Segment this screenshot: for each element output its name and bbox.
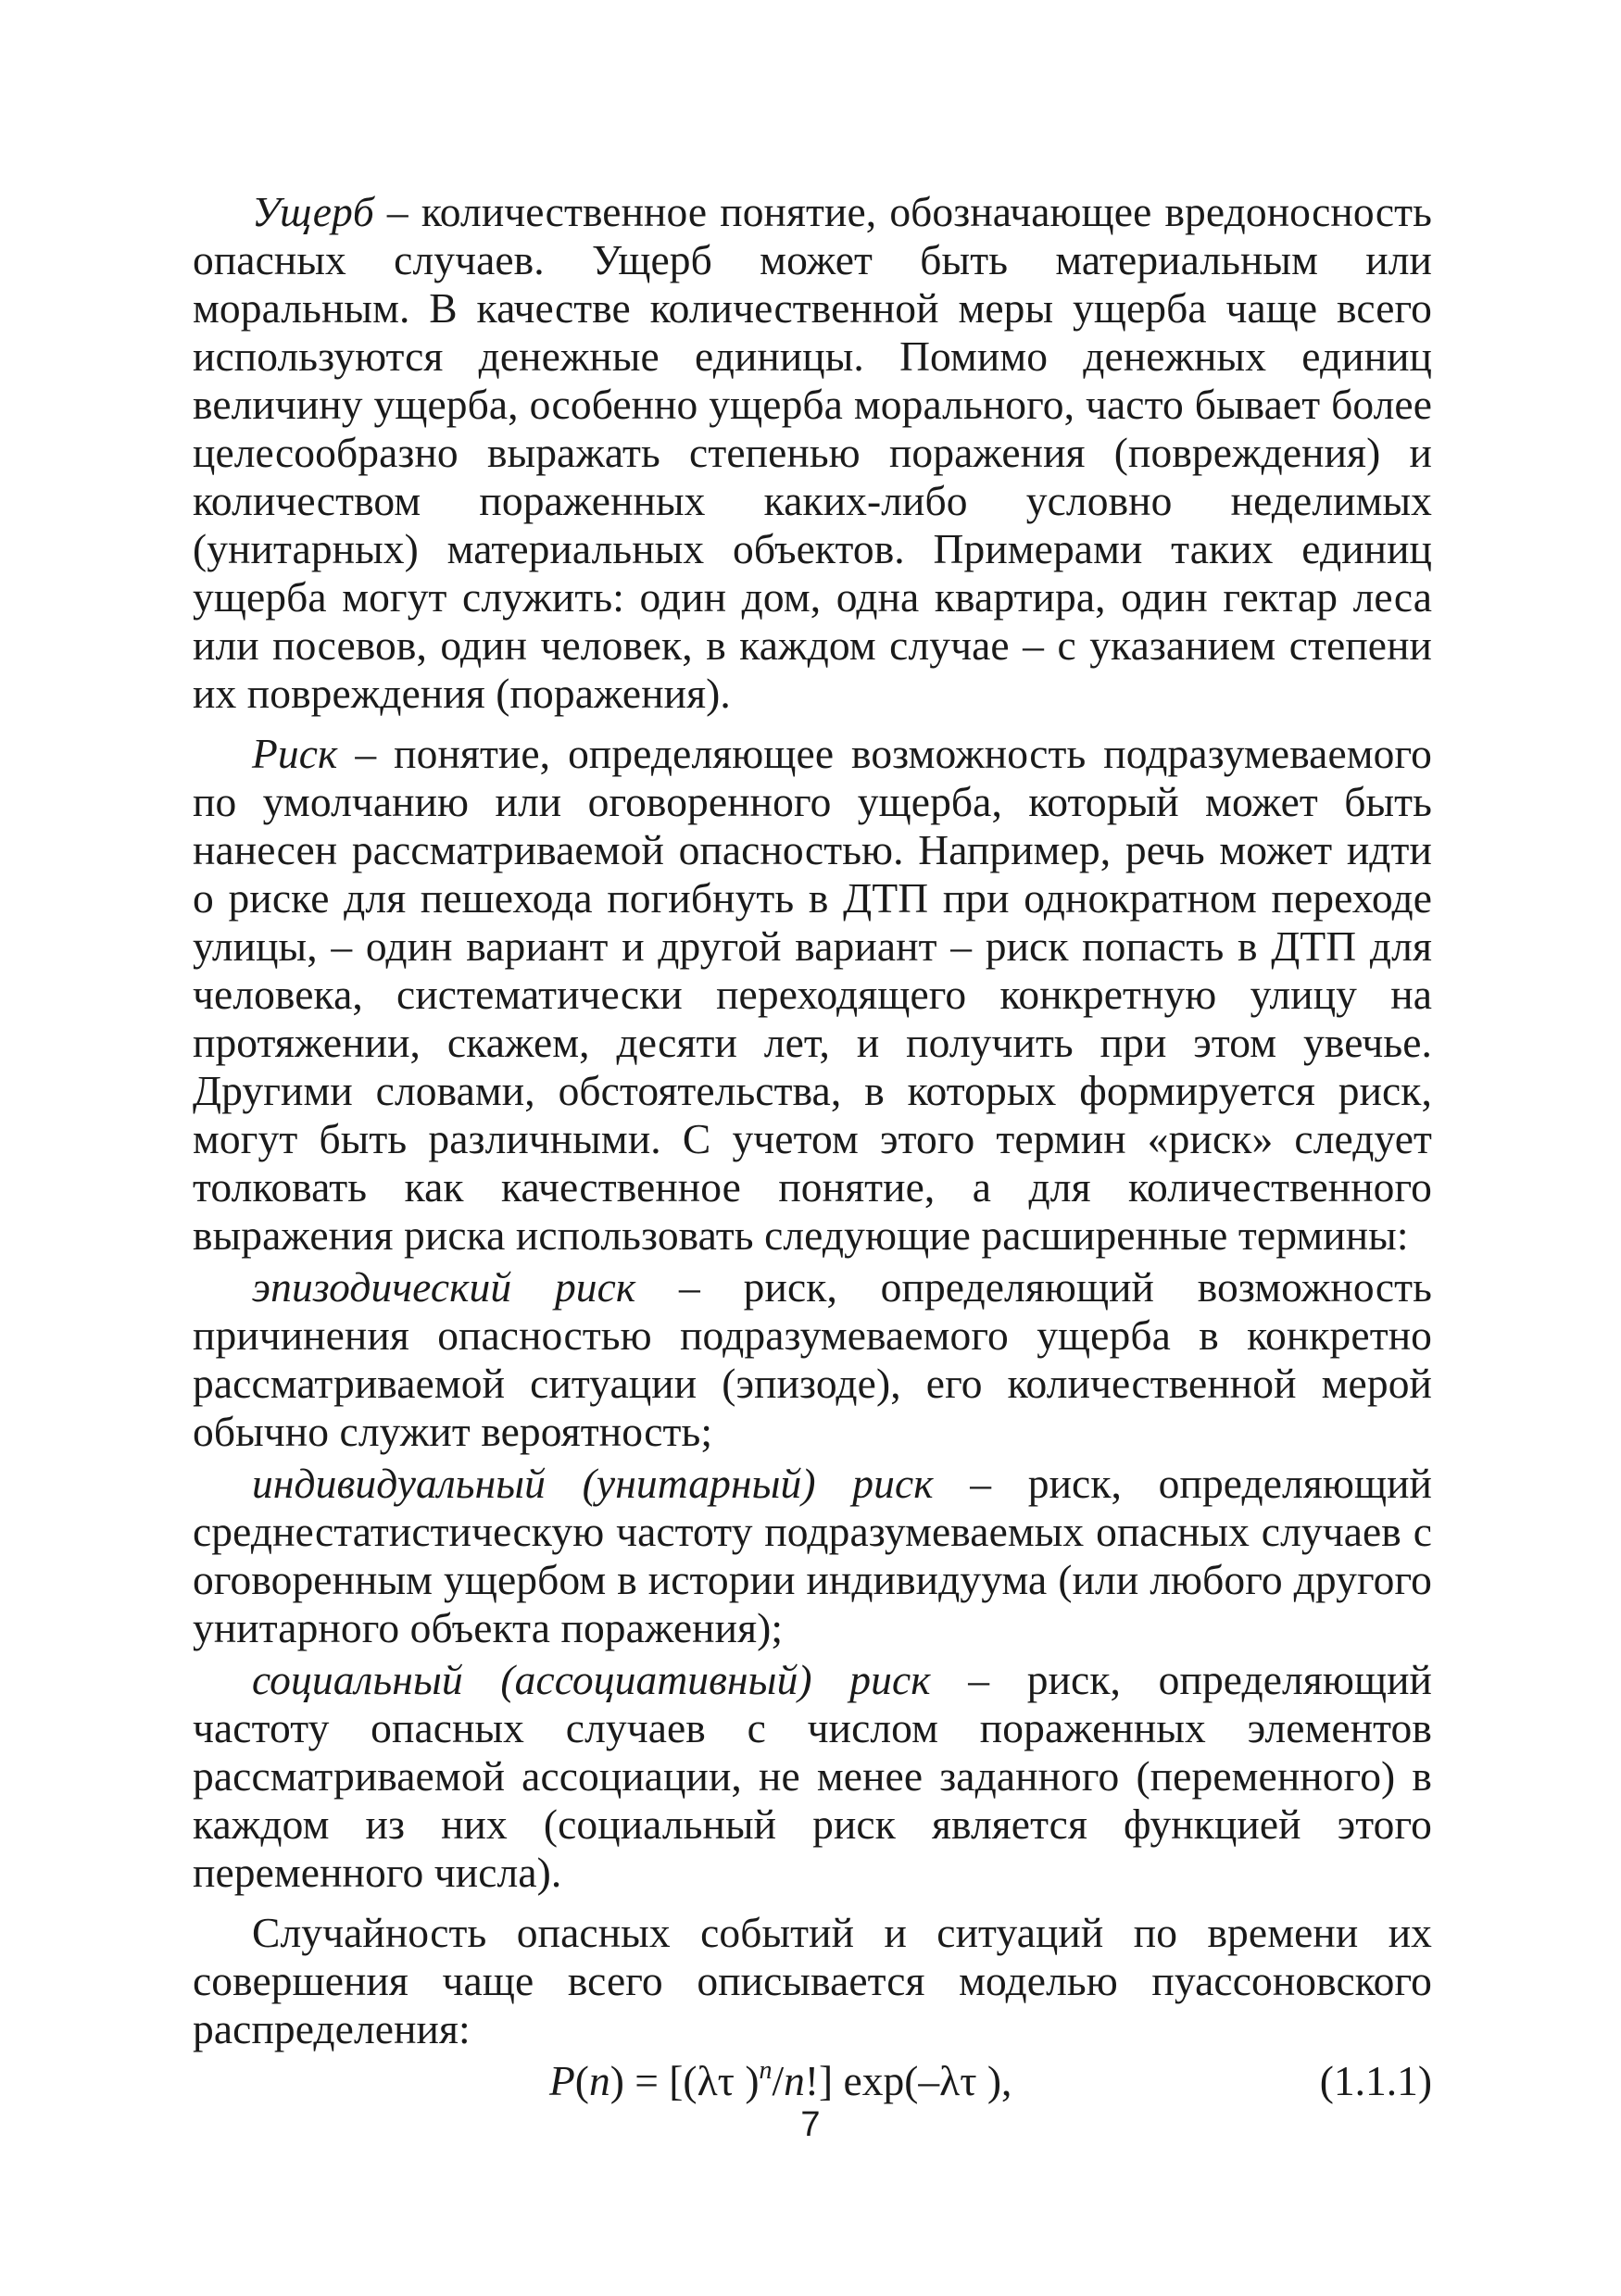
- paragraph-poisson-text: Случайность опасных событий и ситуаций по времени их совершения чаще всего описывается моделью пуассоновского распределения:: [193, 1909, 1432, 2052]
- page-body: [193, 188, 1432, 2109]
- formula-lambda-tau: λτ: [697, 2057, 735, 2104]
- paragraph-individual-risk-text: – риск, определяющий среднестатистическую частоту подразумеваемых опасных случаев с оговоренным ущербом в истории индивидуума (или любого другого унитарного объекта поражения);: [193, 1460, 1432, 1651]
- paragraph-poisson: [193, 1909, 1432, 2053]
- paragraph-episodic-risk: [193, 1263, 1432, 1456]
- paragraph-risk: [193, 730, 1432, 1260]
- term-individual-risk: индивидуальный (унитарный) риск: [252, 1460, 934, 1507]
- formula-slash: /: [772, 2057, 785, 2104]
- equation-number: (1.1.1): [1319, 2057, 1432, 2104]
- paragraph-damage: [193, 188, 1432, 718]
- formula-end: ),: [976, 2057, 1012, 2104]
- formula-exp: !] exp(: [804, 2057, 919, 2104]
- formula-n: n: [588, 2057, 610, 2104]
- paragraph-damage-text: – количественное понятие, обозначающее вредоносность опасных случаев. Ущерб может быть материальным или моральным. В качестве количественной меры ущерба чаще всего используются денежные единицы. Помимо денежных единиц величину ущерба, особенно ущерба морального, часто бывает более целесообразно выражать степенью поражения (повреждения) и количеством пораженных каких-либо условно неделимых (унитарных) материальных объектов. Примерами таких единиц ущерба могут служить: один дом, одна квартира, один гектар леса или посевов, один человек, в каждом случае – с указанием степени их повреждения (поражения).: [193, 188, 1432, 717]
- formula-p: P: [549, 2057, 575, 2104]
- term-episodic-risk: эпизодический риск: [252, 1263, 636, 1311]
- term-risk: Риск: [252, 730, 338, 777]
- formula-neg-lambda-tau: –λτ: [918, 2057, 977, 2104]
- paragraph-episodic-risk-text: – риск, определяющий возможность причинения опасностью подразумеваемого ущерба в конкретно рассматриваемой ситуации (эпизоде), его количественной мерой обычно служит вероятность;: [193, 1263, 1432, 1455]
- formula-close-paren: ): [734, 2057, 760, 2104]
- page-number: 7: [800, 2105, 821, 2144]
- poisson-formula: P(n) = [(λτ )$^n$/n!] exp(–λτ ),: [549, 2056, 1012, 2104]
- formula-exponent: n: [759, 2056, 773, 2085]
- paragraph-risk-text: – понятие, определяющее возможность подразумеваемого по умолчанию или оговоренного ущерба, который может быть нанесен рассматриваемой опасностью. Например, речь может идти о риске для пешехода погибнуть в ДТП при однократном переходе улицы, – один вариант и другой вариант – риск попасть в ДТП для человека, систематически переходящего конкретную улицу на протяжении, скажем, десяти лет, и получить при этом увечье. Другими словами, обстоятельства, в которых формируется риск, могут быть различными. С учетом этого термин «риск» следует толковать как качественное понятие, а для количественного выражения риска использовать следующие расширенные термины:: [193, 730, 1432, 1259]
- term-social-risk: социальный (ассоциативный) риск: [252, 1656, 931, 1703]
- paragraph-individual-risk: [193, 1460, 1432, 1652]
- formula-eq: ) = [(: [609, 2057, 697, 2104]
- formula-row: [193, 2057, 1432, 2109]
- formula-n-factorial: n: [784, 2057, 805, 2104]
- paragraph-social-risk-text: – риск, определяющий частоту опасных случаев с числом пораженных элементов рассматриваемой ассоциации, не менее заданного (переменного) в каждом из них (социальный риск является функцией этого переменного числа).: [193, 1656, 1432, 1896]
- paragraph-social-risk: [193, 1656, 1432, 1897]
- term-damage: Ущерб: [252, 188, 374, 235]
